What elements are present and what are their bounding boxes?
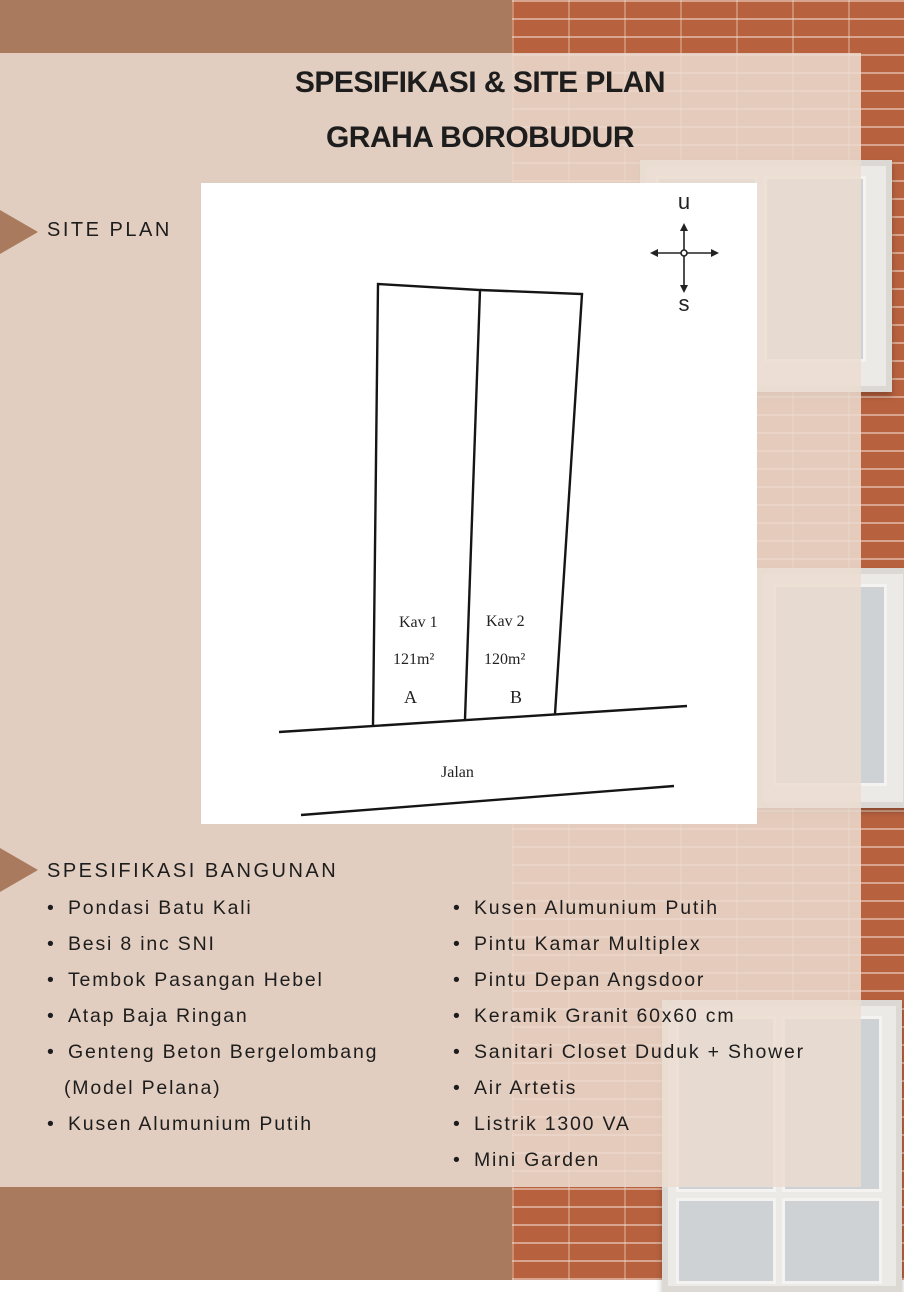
spec-item-text: Keramik Granit 60x60 cm [474, 1005, 736, 1027]
specs-heading: SPESIFIKASI BANGUNAN [47, 860, 339, 882]
spec-item [453, 1142, 805, 1178]
page-title: SPESIFIKASI & SITE PLAN [294, 66, 666, 99]
spec-item-text: Sanitari Closet Duduk + Shower [474, 1041, 805, 1063]
bullet-icon: • [47, 1005, 56, 1027]
compass-icon [650, 223, 719, 293]
spec-list-right [453, 890, 805, 1178]
spec-item [453, 1070, 805, 1106]
spec-item [453, 890, 805, 926]
spec-item [47, 962, 378, 998]
road-label: Jalan [441, 764, 474, 781]
compass-south-label: s [678, 291, 690, 316]
spec-item-text: Atap Baja Ringan [68, 1005, 249, 1027]
spec-item-text: Genteng Beton Bergelombang [68, 1041, 379, 1063]
lot-2-letter: B [510, 687, 523, 707]
lot-2-area: 120m² [484, 651, 526, 668]
spec-item [47, 1034, 378, 1070]
spec-item-text: Pintu Depan Angsdoor [474, 969, 706, 991]
bullet-icon: • [47, 1113, 56, 1135]
bullet-icon: • [453, 933, 462, 955]
lot-1-area: 121m² [393, 651, 435, 668]
compass-north-label: u [677, 189, 691, 214]
spec-item-text: Kusen Alumunium Putih [474, 897, 719, 919]
page-subtitle: GRAHA BOROBUDUR [325, 121, 635, 154]
spec-item-text: Listrik 1300 VA [474, 1113, 631, 1135]
bullet-icon: • [453, 1005, 462, 1027]
spec-item [453, 1034, 805, 1070]
spec-item-text: (Model Pelana) [64, 1077, 222, 1099]
spec-item-text: Air Artetis [474, 1077, 578, 1099]
spec-item-text: Mini Garden [474, 1149, 601, 1171]
section-arrow-icon [0, 848, 38, 892]
bullet-icon: • [47, 969, 56, 991]
site-plan-drawing [201, 183, 757, 824]
spec-item [47, 1070, 378, 1106]
bullet-icon: • [47, 1041, 56, 1063]
site-plan-heading: SITE PLAN [47, 219, 172, 241]
bullet-icon: • [453, 1041, 462, 1063]
spec-item [453, 998, 805, 1034]
bullet-icon: • [453, 1077, 462, 1099]
road-edge-line [301, 786, 674, 815]
spec-item [47, 998, 378, 1034]
spec-item [47, 1106, 378, 1142]
spec-item-text: Besi 8 inc SNI [68, 933, 216, 955]
spec-list-left [47, 890, 378, 1142]
lot-1-letter: A [404, 687, 417, 707]
lot-1-name: Kav 1 [399, 614, 438, 631]
section-arrow-icon [0, 210, 38, 254]
bullet-icon: • [47, 897, 56, 919]
spec-item-text: Tembok Pasangan Hebel [68, 969, 324, 991]
spec-item [47, 926, 378, 962]
spec-item [453, 962, 805, 998]
road-edge-line [279, 706, 687, 732]
bullet-icon: • [453, 1113, 462, 1135]
bullet-icon: • [47, 933, 56, 955]
bullet-icon: • [453, 897, 462, 919]
spec-item [453, 1106, 805, 1142]
spec-item [47, 890, 378, 926]
spec-item-text: Pintu Kamar Multiplex [474, 933, 702, 955]
bullet-icon: • [453, 1149, 462, 1171]
spec-item-text: Kusen Alumunium Putih [68, 1113, 313, 1135]
lot-2-name: Kav 2 [486, 613, 525, 630]
bullet-icon: • [453, 969, 462, 991]
spec-item-text: Pondasi Batu Kali [68, 897, 253, 919]
spec-item [453, 926, 805, 962]
